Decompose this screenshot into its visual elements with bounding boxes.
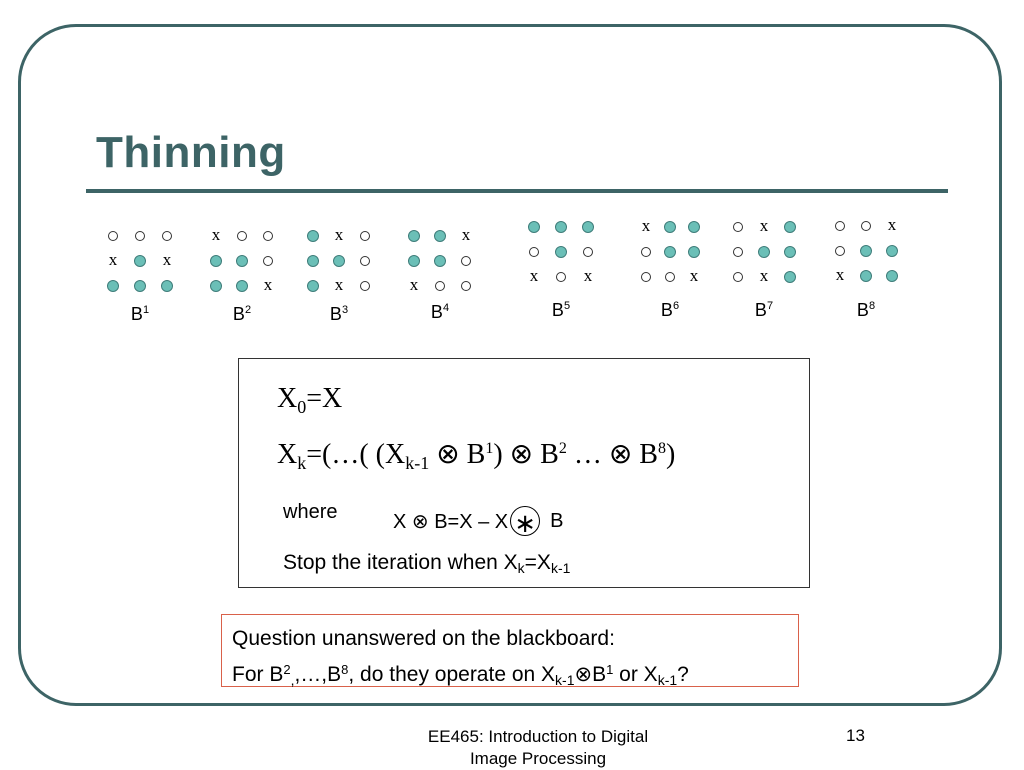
- question-box: [221, 614, 799, 687]
- dont-care-mark: x: [641, 215, 651, 235]
- dont-care-mark: x: [263, 274, 273, 294]
- se-cell-foreground: [779, 242, 801, 262]
- se-label-b4: [431, 302, 449, 323]
- background-pixel-icon: [835, 246, 845, 256]
- se-cell-foreground: [205, 251, 227, 271]
- dont-care-mark: x: [108, 249, 118, 269]
- q-comma: ,: [290, 672, 295, 688]
- foreground-pixel-icon: [784, 246, 796, 258]
- background-pixel-icon: [461, 281, 471, 291]
- se-cell-background: [429, 276, 451, 296]
- se-cell-background: [129, 226, 151, 246]
- se-cell-foreground: [429, 251, 451, 271]
- formula-sup-8: 8: [657, 440, 666, 457]
- foreground-pixel-icon: [886, 270, 898, 282]
- se-cell-background: [727, 267, 749, 287]
- se-cell-foreground: [328, 251, 350, 271]
- foreground-pixel-icon: [886, 245, 898, 257]
- background-pixel-icon: [641, 247, 651, 257]
- se-cell-foreground: [129, 251, 151, 271]
- se-label-b6: [661, 300, 679, 321]
- stop-sub-k1: k-1: [550, 560, 571, 576]
- dont-care-mark: x: [887, 214, 897, 234]
- foreground-pixel-icon: [784, 271, 796, 283]
- se-cell-background: [659, 267, 681, 287]
- background-pixel-icon: [237, 231, 247, 241]
- formula-xk: X: [277, 439, 298, 470]
- foreground-pixel-icon: [860, 270, 872, 282]
- se-label-base: B: [660, 300, 673, 320]
- se-cell-foreground: [659, 242, 681, 262]
- dont-care-mark: x: [835, 264, 845, 284]
- se-label-index: 1: [142, 304, 150, 316]
- q-sup-2: 2: [283, 662, 291, 677]
- background-pixel-icon: [135, 231, 145, 241]
- q-sup-1: 1: [606, 662, 614, 677]
- dont-care-mark: x: [583, 265, 593, 285]
- se-cell-dont-care: [102, 251, 124, 271]
- se-label-b8: [857, 300, 875, 321]
- se-cell-foreground: [881, 266, 903, 286]
- foreground-pixel-icon: [408, 255, 420, 267]
- se-cell-background: [523, 242, 545, 262]
- dont-care-mark: x: [689, 265, 699, 285]
- q-sub-k1-b: k-1: [657, 672, 678, 688]
- se-label-index: 8: [868, 300, 876, 312]
- se-label-index: 4: [442, 302, 450, 314]
- foreground-pixel-icon: [236, 255, 248, 267]
- se-cell-foreground: [231, 251, 253, 271]
- se-cell-dont-care: [635, 217, 657, 237]
- stop-condition: [283, 551, 570, 576]
- se-label-b7: [755, 300, 773, 321]
- se-cell-dont-care: [523, 267, 545, 287]
- se-cell-dont-care: [455, 226, 477, 246]
- background-pixel-icon: [733, 272, 743, 282]
- se-cell-background: [257, 226, 279, 246]
- background-pixel-icon: [641, 272, 651, 282]
- definition-left: X ⊗ B=X – X: [393, 510, 509, 533]
- se-cell-foreground: [429, 226, 451, 246]
- se-cell-foreground: [779, 217, 801, 237]
- q-part2: ,…,B: [294, 663, 342, 686]
- se-cell-background: [455, 251, 477, 271]
- formula-part5: ): [665, 439, 676, 470]
- hit-or-miss-operator-icon: ∗: [510, 506, 540, 536]
- foreground-pixel-icon: [555, 246, 567, 258]
- se-cell-dont-care: [328, 276, 350, 296]
- se-label-index: 5: [563, 300, 571, 312]
- background-pixel-icon: [861, 221, 871, 231]
- stop-sub-k: k: [517, 560, 525, 576]
- dont-care-mark: x: [162, 249, 172, 269]
- dont-care-mark: x: [759, 265, 769, 285]
- se-label-base: B: [856, 300, 869, 320]
- se-cell-background: [354, 251, 376, 271]
- se-cell-foreground: [403, 251, 425, 271]
- formula-part2: ⊗ B: [429, 439, 486, 470]
- se-cell-foreground: [855, 266, 877, 286]
- foreground-pixel-icon: [860, 245, 872, 257]
- foreground-pixel-icon: [210, 255, 222, 267]
- dont-care-mark: x: [759, 215, 769, 235]
- se-cell-dont-care: [257, 276, 279, 296]
- se-cell-dont-care: [403, 276, 425, 296]
- foreground-pixel-icon: [784, 221, 796, 233]
- background-pixel-icon: [108, 231, 118, 241]
- foreground-pixel-icon: [688, 246, 700, 258]
- se-cell-foreground: [550, 217, 572, 237]
- background-pixel-icon: [435, 281, 445, 291]
- se-cell-foreground: [156, 276, 178, 296]
- formula-x: X: [277, 383, 298, 414]
- se-cell-background: [577, 242, 599, 262]
- background-pixel-icon: [583, 247, 593, 257]
- formula-iteration: [277, 437, 675, 474]
- se-cell-background: [829, 241, 851, 261]
- se-cell-background: [231, 226, 253, 246]
- question-line1: Question unanswered on the blackboard:: [232, 627, 615, 650]
- se-cell-dont-care: [753, 217, 775, 237]
- dont-care-mark: x: [461, 224, 471, 244]
- se-cell-dont-care: [328, 226, 350, 246]
- foreground-pixel-icon: [582, 221, 594, 233]
- background-pixel-icon: [360, 281, 370, 291]
- background-pixel-icon: [461, 256, 471, 266]
- se-cell-foreground: [855, 241, 877, 261]
- se-cell-foreground: [577, 217, 599, 237]
- foreground-pixel-icon: [688, 221, 700, 233]
- se-cell-foreground: [881, 241, 903, 261]
- se-cell-dont-care: [156, 251, 178, 271]
- background-pixel-icon: [733, 222, 743, 232]
- se-cell-dont-care: [881, 216, 903, 236]
- page-number: 13: [846, 726, 865, 745]
- background-pixel-icon: [835, 221, 845, 231]
- se-label-base: B: [551, 300, 564, 320]
- se-label-b2: [233, 304, 251, 325]
- foreground-pixel-icon: [434, 230, 446, 242]
- se-cell-foreground: [302, 226, 324, 246]
- se-cell-foreground: [129, 276, 151, 296]
- dont-care-mark: x: [529, 265, 539, 285]
- se-cell-background: [354, 226, 376, 246]
- se-cell-background: [635, 267, 657, 287]
- q-part1: For B: [232, 663, 284, 686]
- se-cell-foreground: [523, 217, 545, 237]
- formula-sub-k1: k-1: [405, 453, 430, 473]
- slide-title: Thinning: [96, 128, 286, 177]
- se-cell-foreground: [683, 217, 705, 237]
- background-pixel-icon: [263, 256, 273, 266]
- background-pixel-icon: [263, 231, 273, 241]
- se-cell-foreground: [779, 267, 801, 287]
- se-cell-foreground: [302, 276, 324, 296]
- foreground-pixel-icon: [134, 255, 146, 267]
- se-label-base: B: [130, 304, 143, 324]
- foreground-pixel-icon: [134, 280, 146, 292]
- footer-course: [410, 726, 666, 770]
- where-label: where: [283, 501, 338, 523]
- background-pixel-icon: [360, 231, 370, 241]
- footer-course-line2: Image Processing: [469, 749, 607, 768]
- background-pixel-icon: [733, 247, 743, 257]
- formula-part4: … ⊗ B: [566, 439, 658, 470]
- foreground-pixel-icon: [528, 221, 540, 233]
- se-label-index: 7: [766, 300, 774, 312]
- se-cell-foreground: [403, 226, 425, 246]
- se-cell-background: [257, 251, 279, 271]
- formula-sup-2: 2: [558, 440, 567, 457]
- se-label-base: B: [754, 300, 767, 320]
- background-pixel-icon: [360, 256, 370, 266]
- question-line2: [232, 654, 788, 696]
- q-sup-8: 8: [341, 662, 349, 677]
- background-pixel-icon: [529, 247, 539, 257]
- formula-part3: ) ⊗ B: [493, 439, 559, 470]
- stop-eq: =X: [524, 551, 551, 574]
- foreground-pixel-icon: [333, 255, 345, 267]
- se-cell-background: [156, 226, 178, 246]
- foreground-pixel-icon: [664, 221, 676, 233]
- foreground-pixel-icon: [555, 221, 567, 233]
- definition-right: B: [550, 509, 564, 532]
- se-cell-foreground: [102, 276, 124, 296]
- formula-sub-0: 0: [297, 397, 307, 417]
- se-cell-background: [727, 217, 749, 237]
- se-cell-foreground: [205, 276, 227, 296]
- se-label-index: 2: [244, 304, 252, 316]
- foreground-pixel-icon: [307, 255, 319, 267]
- stop-text: Stop the iteration when X: [283, 551, 518, 574]
- se-cell-dont-care: [205, 226, 227, 246]
- se-cell-background: [102, 226, 124, 246]
- dont-care-mark: x: [334, 224, 344, 244]
- formula-eq-x: =X: [306, 383, 343, 414]
- se-label-index: 3: [341, 304, 349, 316]
- formula-sup-1: 1: [485, 440, 494, 457]
- formula-initial: [277, 383, 342, 418]
- q-part3: , do they operate on X: [348, 663, 556, 686]
- se-cell-background: [550, 267, 572, 287]
- se-cell-foreground: [683, 242, 705, 262]
- foreground-pixel-icon: [758, 246, 770, 258]
- se-label-base: B: [430, 302, 443, 322]
- q-part5: or X: [613, 663, 658, 686]
- se-cell-background: [635, 242, 657, 262]
- dont-care-mark: x: [211, 224, 221, 244]
- q-part6: ?: [677, 663, 689, 686]
- foreground-pixel-icon: [161, 280, 173, 292]
- se-label-base: B: [329, 304, 342, 324]
- se-label-b1: [131, 304, 149, 325]
- se-cell-dont-care: [683, 267, 705, 287]
- se-cell-dont-care: [753, 267, 775, 287]
- footer-course-line1: EE465: Introduction to Digital: [427, 727, 649, 746]
- foreground-pixel-icon: [664, 246, 676, 258]
- background-pixel-icon: [556, 272, 566, 282]
- se-cell-foreground: [753, 242, 775, 262]
- se-label-base: B: [232, 304, 245, 324]
- se-cell-background: [727, 242, 749, 262]
- se-cell-dont-care: [577, 267, 599, 287]
- se-cell-background: [829, 216, 851, 236]
- dont-care-mark: x: [409, 274, 419, 294]
- se-cell-background: [855, 216, 877, 236]
- foreground-pixel-icon: [210, 280, 222, 292]
- se-label-b5: [552, 300, 570, 321]
- se-cell-foreground: [550, 242, 572, 262]
- se-cell-background: [354, 276, 376, 296]
- background-pixel-icon: [665, 272, 675, 282]
- q-part4: ⊗B: [574, 663, 607, 686]
- se-cell-foreground: [231, 276, 253, 296]
- title-underline: [86, 189, 948, 193]
- se-label-b3: [330, 304, 348, 325]
- background-pixel-icon: [162, 231, 172, 241]
- formula-box: [238, 358, 810, 588]
- foreground-pixel-icon: [236, 280, 248, 292]
- q-sub-k1-a: k-1: [555, 672, 575, 688]
- se-cell-background: [455, 276, 477, 296]
- se-cell-foreground: [302, 251, 324, 271]
- se-cell-dont-care: [829, 266, 851, 286]
- foreground-pixel-icon: [307, 280, 319, 292]
- thinning-definition: [393, 506, 564, 539]
- foreground-pixel-icon: [107, 280, 119, 292]
- se-label-index: 6: [672, 300, 680, 312]
- foreground-pixel-icon: [307, 230, 319, 242]
- foreground-pixel-icon: [408, 230, 420, 242]
- foreground-pixel-icon: [434, 255, 446, 267]
- formula-sub-k: k: [297, 453, 307, 473]
- dont-care-mark: x: [334, 274, 344, 294]
- se-cell-foreground: [659, 217, 681, 237]
- formula-part1: =(…( (X: [306, 439, 406, 470]
